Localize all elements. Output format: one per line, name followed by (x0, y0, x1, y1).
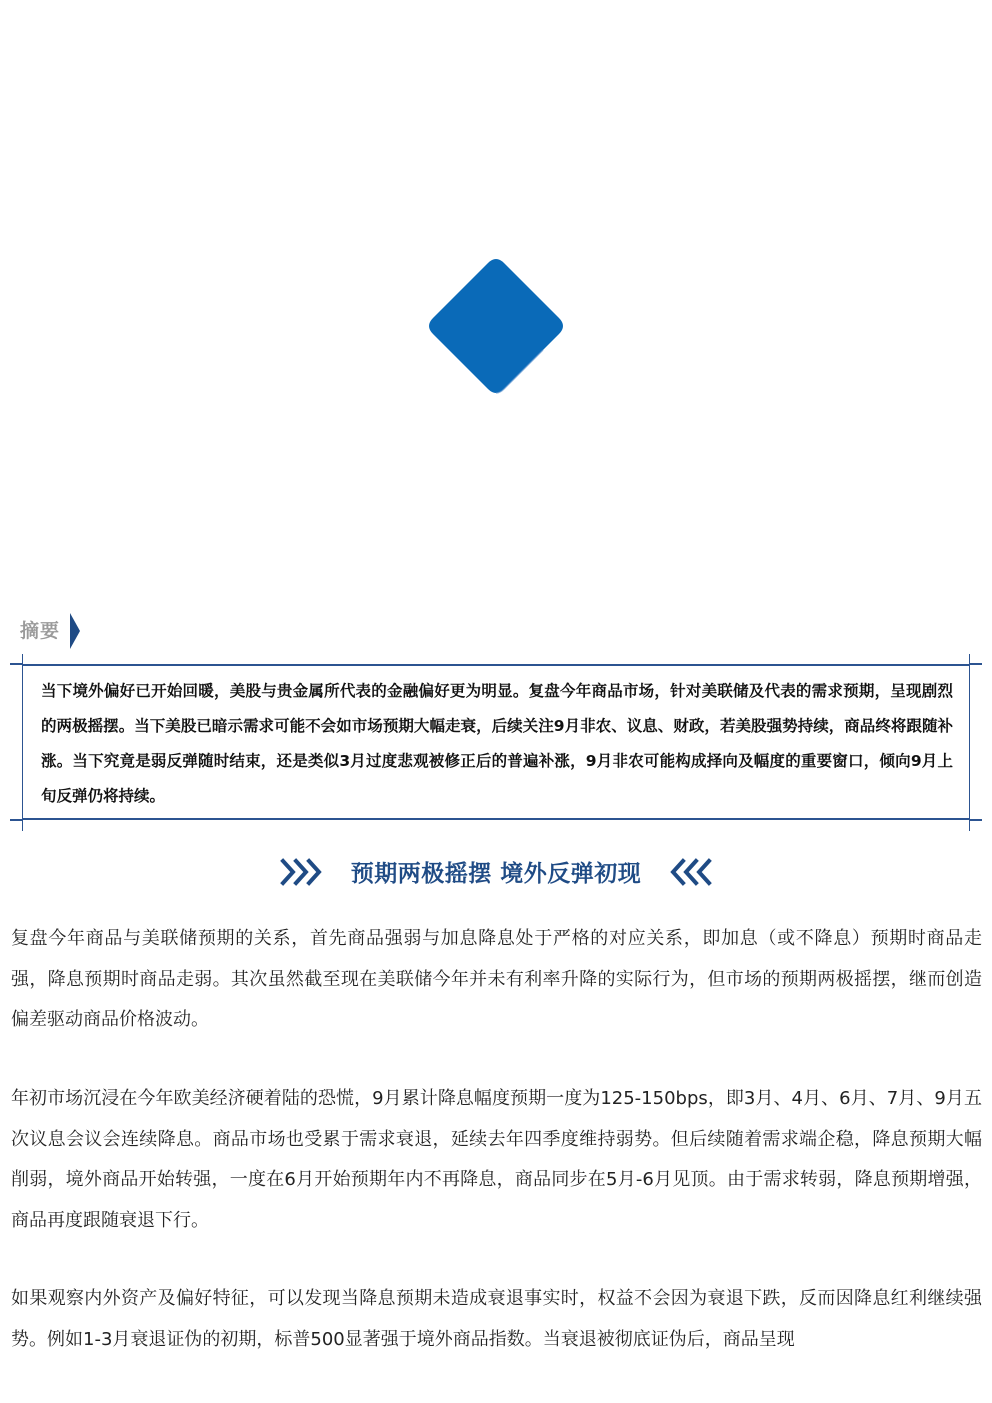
body-paragraph: 复盘今年商品与美联储预期的关系，首先商品强弱与加息降息处于严格的对应关系，即加息（或不降息）预期时商品走强，降息预期时商品走弱。其次虽然截至现在美联储今年并未有利率升降的实际行为，但市场的预期两极摇摆，继而创造偏差驱动商品价格波动。 (11, 928, 982, 1030)
box-corner-line (22, 654, 23, 664)
abstract-label: 摘要 (20, 620, 61, 642)
body-paragraph: 如果观察内外资产及偏好特征，可以发现当降息预期未造成衰退事实时，权益不会因为衰退下跌，反而因降息红利继续强势。例如1-3月衰退证伪的初期，标普500显著强于境外商品指数。当衰退被彻底证伪后，商品呈现 (11, 1288, 982, 1350)
box-corner-line (969, 820, 970, 831)
box-corner-line (969, 654, 970, 664)
box-corner-line (22, 820, 23, 831)
section-title: 预期两极摇摆 境外反弹初现 (350, 861, 642, 887)
chevron-right-icon (68, 612, 82, 650)
triple-chevron-right-icon (280, 858, 324, 886)
box-corner-line (969, 819, 982, 821)
section-heading (0, 855, 992, 895)
blue-diamond-logo-icon (425, 255, 567, 397)
triple-chevron-left-icon (668, 858, 712, 886)
box-corner-line (969, 663, 982, 665)
body-paragraph: 年初市场沉浸在今年欧美经济硬着陆的恐慌，9月累计降息幅度预期一度为125-150bps，即3月、4月、6月、7月、9月五次议息会议会连续降息。商品市场也受累于需求衰退，延续去年四季度维持弱势。但后续随着需求端企稳，降息预期大幅削弱，境外商品开始转强，一度在6月开始预期年内不再降息，商品同步在5月-6月见顶。由于需求转弱，降息预期增强，商品再度跟随衰退下行。 (11, 1088, 982, 1231)
abstract-text: 当下境外偏好已开始回暖，美股与贵金属所代表的金融偏好更为明显。复盘今年商品市场，针对美联储及代表的需求预期，呈现剧烈的两极摇摆。当下美股已暗示需求可能不会如市场预期大幅走衰，后续关注9月非农、议息、财政，若美股强势持续，商品终将跟随补涨。当下究竟是弱反弹随时结束，还是类似3月过度悲观被修正后的普遍补涨，9月非农可能构成择向及幅度的重要窗口，倾向9月上旬反弹仍将持续。 (41, 682, 953, 805)
